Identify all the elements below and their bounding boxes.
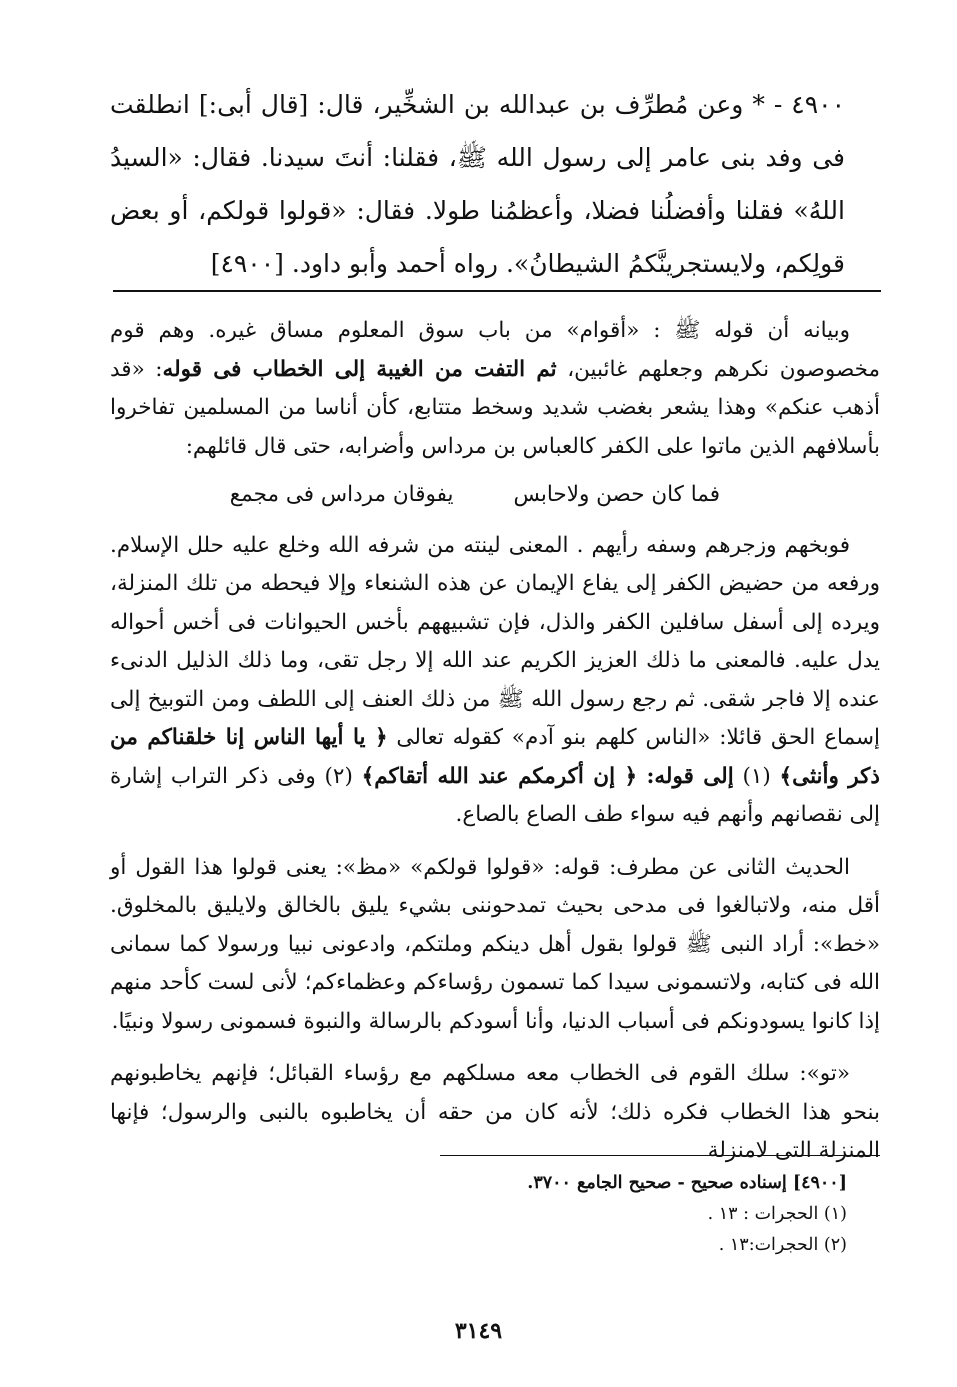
- footnote-ref: (١): [733, 763, 780, 789]
- footnote-separator: [440, 1155, 880, 1156]
- footnote-source: [٤٩٠٠] إسناده صحيح - صحيح الجامع ٣٧٠٠.: [527, 1173, 847, 1193]
- commentary-paragraph-1: [110, 312, 880, 466]
- commentary-paragraph-3: الحديث الثانى عن مطرف: قوله: «قولوا قولكم» «مظ»: يعنى قولوا هذا القول أو أقل منه، ولاتبالغوا فى مدحى بحيث تمدحوننى بشيء يليق بالخالق ولايليق بالمخلوق. «خط»: أراد النبى ﷺ قولوا بقول أهل دينكم وملتكم، وادعونى نبيا ورسولا كما سمانى الله فى كتابه، ولاتسمونى سيدا كما تسمون رؤساءكم وعظماءكم؛ لأنى لست كأحد منهم إذا كانوا يسودونكم فى أسباب الدنيا، وأنا أسودكم بالرسالة والنبوة فسمونى رسولا ونبيًا.: [110, 854, 880, 1034]
- poetry-verse: [110, 476, 880, 515]
- hadith-separator: [113, 290, 881, 292]
- verse-first-half: فما كان حصن ولاحابس: [513, 482, 720, 507]
- footnote-2: (٢) الحجرات:١٣ .: [718, 1235, 847, 1255]
- quran-quote: إلى قوله: ﴿ إن أكرمكم عند الله أتقاكم﴾: [361, 763, 734, 789]
- commentary-text: : «قد أذهب عنكم» وهذا يشعر بغضب شديد وسخط متتابع، كأن أناسا من المسلمين تفاخروا بأسلافهم الذين ماتوا على الكفر كالعباس بن مرداس وأضرابه، حتى قال قائلهم:: [110, 356, 880, 459]
- footnotes: [347, 1168, 847, 1261]
- commentary: [110, 312, 880, 1171]
- quran-quote: ﴿ يا أيها الناس إنا خلقناكم من ذكر وأنثى﴾: [110, 725, 880, 789]
- footnote-1: (١) الحجرات : ١٣ .: [707, 1204, 847, 1224]
- page-number: ٣١٤٩: [454, 1318, 503, 1344]
- commentary-text: وبيانه أن قوله ﷺ : «أقوام» من باب سوق المعلوم مساق غيره. وهم قوم مخصوصون نكرهم وجعلهم غائبين،: [110, 318, 881, 382]
- commentary-text: فوبخهم وزجرهم وسفه رأيهم . المعنى لينته من شرفه الله وخلع عليه حلل الإسلام. ورفعه من حضيض الكفر إلى يفاع الإيمان عن هذه الشنعاء وإلا فيحطه من تلك المنزلة، ويرده إلى أسفل سافلين الكفر والذل، فإن تشبيههم بأخس الحيوانات فى أخس أحواله يدل عليه. فالمعنى ما ذلك العزيز الكريم عند الله إلا رجل تقى، وما ذلك الذليل الدنىء عنده إلا فاجر شقى. ثم رجع رسول الله ﷺ من ذلك العنف إلى اللطف ومن التوبيخ إلى إسماع الحق قائلا: «الناس كلهم بنو آدم» كقوله تعالى: [110, 532, 881, 750]
- hadith-text: ٤٩٠٠ - * وعن مُطرِّف بن عبدالله بن الشخِّير، قال: [قال أبى:] انطلقت فى وفد بنى عامر إلى رسول الله ﷺ، فقلنا: أنتَ سيدنا. فقال: «السيدُ اللهُ» فقلنا وأفضلُنا فضلا، وأعظمُنا طولا. فقال: «قولوا قولكم، أو بعض قولِكم، ولايستجرينَّكمُ الشيطانُ». رواه أحمد وأبو داود. [٤٩٠٠]: [110, 90, 845, 278]
- commentary-paragraph-2: [110, 527, 880, 835]
- commentary-bold-text: ثم التفت من الغيبة إلى الخطاب فى قوله: [162, 356, 557, 382]
- verse-second-half: يفوقان مرداس فى مجمع: [229, 482, 454, 507]
- commentary-text: (٢) وفى ذكر التراب إشارة إلى نقصانهم وأنهم فيه سواء طف الصاع بالصاع.: [110, 763, 880, 827]
- commentary-paragraph-4: «تو»: سلك القوم فى الخطاب معه مسلكهم مع رؤساء القبائل؛ فإنهم يخاطبونهم بنحو هذا الخطاب فكره ذلك؛ لأنه كان من حقه أن يخاطبوه بالنبى والرسول؛ فإنها المنزلة التى لامنزلة: [110, 1061, 880, 1163]
